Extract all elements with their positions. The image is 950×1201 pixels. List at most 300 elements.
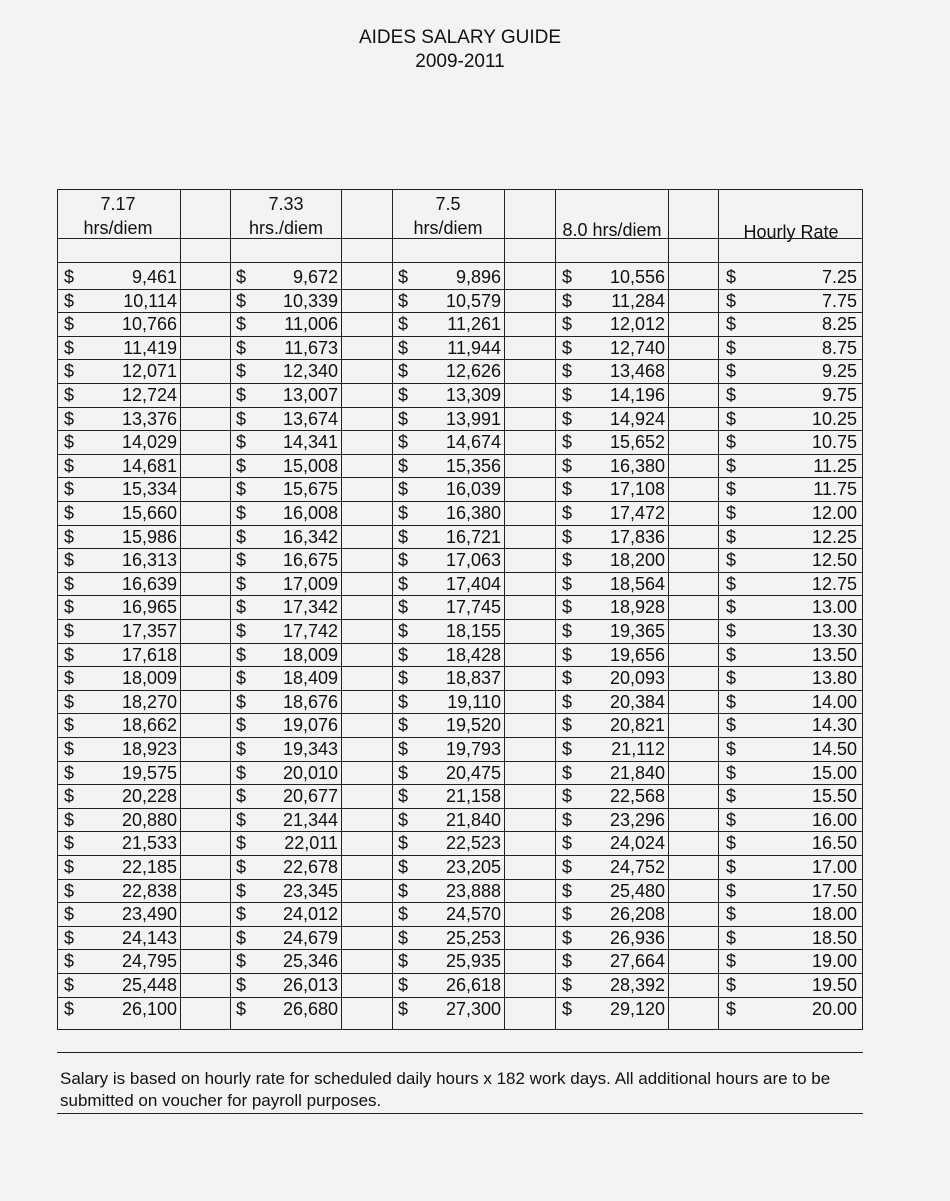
dollar-sign: $ — [398, 644, 409, 665]
dollar-sign: $ — [562, 809, 573, 830]
table-row — [58, 714, 862, 738]
salary-cell: 12,740 — [609, 337, 665, 358]
dollar-sign: $ — [726, 691, 737, 712]
dollar-sign: $ — [236, 290, 247, 311]
salary-cell: 12,071 — [121, 361, 177, 382]
dollar-sign: $ — [562, 786, 573, 807]
dollar-sign: $ — [64, 503, 75, 523]
dollar-sign: $ — [64, 408, 75, 429]
dollar-sign: $ — [236, 880, 247, 901]
hourly-rate-cell: 10.25 — [811, 408, 857, 429]
dollar-sign: $ — [398, 904, 409, 925]
salary-cell: 18,662 — [121, 715, 177, 736]
salary-cell: 20,228 — [121, 786, 177, 807]
dollar-sign: $ — [726, 267, 737, 287]
salary-cell: 18,837 — [445, 668, 501, 689]
salary-cell: 20,384 — [609, 691, 665, 712]
dollar-sign: $ — [726, 975, 737, 995]
dollar-sign: $ — [398, 361, 409, 382]
dollar-sign: $ — [64, 691, 75, 712]
dollar-sign: $ — [236, 479, 247, 500]
salary-cell: 10,339 — [282, 290, 338, 311]
hourly-rate-cell: 8.25 — [821, 314, 857, 335]
salary-cell: 16,313 — [121, 550, 177, 571]
table-row — [58, 691, 862, 715]
salary-cell: 25,346 — [282, 951, 338, 972]
dollar-sign: $ — [562, 432, 573, 453]
salary-cell: 28,392 — [609, 975, 665, 995]
dollar-sign: $ — [562, 904, 573, 925]
dollar-sign: $ — [726, 904, 737, 925]
salary-cell: 12,340 — [282, 361, 338, 382]
dollar-sign: $ — [64, 361, 75, 382]
dollar-sign: $ — [726, 455, 737, 476]
salary-cell: 18,409 — [282, 668, 338, 689]
dollar-sign: $ — [236, 833, 247, 854]
hourly-rate-cell: 9.25 — [821, 361, 857, 382]
dollar-sign: $ — [236, 267, 247, 287]
salary-cell: 15,986 — [121, 526, 177, 547]
dollar-sign: $ — [726, 927, 737, 948]
footer-rule-top — [57, 1052, 863, 1053]
dollar-sign: $ — [64, 715, 75, 736]
dollar-sign: $ — [562, 621, 573, 641]
hourly-rate-cell: 16.00 — [811, 809, 857, 830]
table-row — [58, 337, 862, 361]
dollar-sign: $ — [64, 762, 75, 783]
document-header — [0, 26, 920, 74]
table-row — [58, 478, 862, 502]
table-row — [58, 408, 862, 432]
dollar-sign: $ — [398, 597, 409, 618]
dollar-sign: $ — [562, 503, 573, 523]
table-row — [58, 526, 862, 550]
dollar-sign: $ — [398, 951, 409, 972]
dollar-sign: $ — [562, 597, 573, 618]
salary-cell: 17,618 — [121, 644, 177, 665]
table-row — [58, 998, 862, 1022]
hourly-rate-cell: 12.50 — [811, 550, 857, 571]
table-row — [58, 502, 862, 526]
hourly-rate-cell: 8.75 — [821, 337, 857, 358]
header-divider — [58, 238, 862, 239]
salary-cell: 14,681 — [121, 455, 177, 476]
hourly-rate-cell: 17.00 — [811, 857, 857, 877]
dollar-sign: $ — [64, 857, 75, 877]
dollar-sign: $ — [64, 786, 75, 807]
hourly-rate-cell: 14.00 — [811, 691, 857, 712]
dollar-sign: $ — [236, 314, 247, 335]
dollar-sign: $ — [726, 715, 737, 736]
salary-cell: 17,342 — [282, 597, 338, 618]
table-row — [58, 738, 862, 762]
salary-cell: 21,533 — [121, 833, 177, 854]
salary-cell: 21,158 — [445, 786, 501, 807]
salary-cell: 13,468 — [609, 361, 665, 382]
dollar-sign: $ — [64, 809, 75, 830]
salary-cell: 26,680 — [282, 998, 338, 1019]
dollar-sign: $ — [236, 786, 247, 807]
dollar-sign: $ — [236, 904, 247, 925]
dollar-sign: $ — [562, 998, 573, 1019]
hourly-rate-cell: 15.00 — [811, 762, 857, 783]
hourly-rate-cell: 20.00 — [811, 998, 857, 1019]
salary-cell: 26,100 — [121, 998, 177, 1019]
dollar-sign: $ — [398, 503, 409, 523]
salary-cell: 18,200 — [609, 550, 665, 571]
dollar-sign: $ — [398, 786, 409, 807]
salary-cell: 10,766 — [121, 314, 177, 335]
table-row — [58, 360, 862, 384]
hourly-rate-cell: 7.75 — [821, 290, 857, 311]
table-row — [58, 927, 862, 951]
hourly-rate-cell: 7.25 — [821, 267, 857, 287]
salary-cell: 27,300 — [445, 998, 501, 1019]
salary-cell: 14,341 — [282, 432, 338, 453]
salary-cell: 17,742 — [282, 621, 338, 641]
dollar-sign: $ — [64, 644, 75, 665]
dollar-sign: $ — [64, 455, 75, 476]
salary-cell: 17,009 — [282, 573, 338, 594]
salary-cell: 21,112 — [611, 739, 665, 759]
salary-cell: 13,309 — [445, 385, 501, 405]
hourly-rate-cell: 13.80 — [811, 668, 857, 689]
dollar-sign: $ — [726, 668, 737, 689]
salary-cell: 10,556 — [609, 267, 665, 287]
salary-cell: 12,724 — [121, 385, 177, 405]
dollar-sign: $ — [562, 715, 573, 736]
salary-cell: 13,376 — [121, 408, 177, 429]
hourly-rate-cell: 16.50 — [811, 833, 857, 854]
salary-cell: 16,039 — [445, 479, 501, 500]
dollar-sign: $ — [398, 880, 409, 901]
dollar-sign: $ — [64, 432, 75, 453]
table-row — [58, 620, 862, 644]
salary-cell: 16,965 — [121, 597, 177, 618]
dollar-sign: $ — [236, 455, 247, 476]
dollar-sign: $ — [64, 526, 75, 547]
salary-cell: 16,721 — [445, 526, 501, 547]
salary-cell: 11,284 — [611, 290, 665, 311]
dollar-sign: $ — [562, 975, 573, 995]
dollar-sign: $ — [726, 290, 737, 311]
dollar-sign: $ — [236, 668, 247, 689]
salary-cell: 18,928 — [609, 597, 665, 618]
dollar-sign: $ — [64, 621, 75, 641]
dollar-sign: $ — [726, 597, 737, 618]
dollar-sign: $ — [726, 503, 737, 523]
hourly-rate-cell: 13.50 — [811, 644, 857, 665]
salary-cell: 21,840 — [609, 762, 665, 783]
dollar-sign: $ — [562, 668, 573, 689]
hourly-rate-cell: 12.75 — [811, 573, 857, 594]
table-row — [58, 974, 862, 998]
salary-cell: 12,626 — [445, 361, 501, 382]
salary-cell: 18,009 — [282, 644, 338, 665]
dollar-sign: $ — [562, 951, 573, 972]
dollar-sign: $ — [726, 408, 737, 429]
dollar-sign: $ — [398, 927, 409, 948]
salary-cell: 22,568 — [609, 786, 665, 807]
dollar-sign: $ — [562, 739, 573, 759]
dollar-sign: $ — [398, 857, 409, 877]
dollar-sign: $ — [726, 644, 737, 665]
table-row — [58, 290, 862, 314]
hourly-rate-cell: 14.30 — [811, 715, 857, 736]
footnote: Salary is based on hourly rate for scheduled daily hours x 182 work days. All additional hours are to be submitted on voucher for payroll purposes. — [60, 1069, 831, 1110]
footer-rule-bottom — [57, 1113, 863, 1114]
dollar-sign: $ — [64, 951, 75, 972]
salary-cell: 14,029 — [121, 432, 177, 453]
salary-cell: 26,208 — [609, 904, 665, 925]
dollar-sign: $ — [562, 644, 573, 665]
salary-cell: 16,380 — [609, 455, 665, 476]
salary-cell: 16,675 — [282, 550, 338, 571]
salary-cell: 10,114 — [123, 290, 177, 311]
dollar-sign: $ — [64, 927, 75, 948]
dollar-sign: $ — [236, 691, 247, 712]
salary-cell: 23,490 — [121, 904, 177, 925]
salary-cell: 22,011 — [284, 833, 338, 854]
salary-cell: 13,991 — [445, 408, 501, 429]
salary-cell: 12,012 — [609, 314, 665, 335]
table-row — [58, 596, 862, 620]
table-row — [58, 266, 862, 290]
hourly-rate-cell: 14.50 — [811, 739, 857, 759]
dollar-sign: $ — [726, 479, 737, 500]
dollar-sign: $ — [64, 550, 75, 571]
salary-cell: 23,888 — [445, 880, 501, 901]
dollar-sign: $ — [398, 314, 409, 335]
dollar-sign: $ — [236, 762, 247, 783]
salary-cell: 11,261 — [447, 314, 501, 335]
salary-cell: 22,185 — [121, 857, 177, 877]
dollar-sign: $ — [398, 337, 409, 358]
salary-cell: 17,357 — [121, 621, 177, 641]
dollar-sign: $ — [398, 290, 409, 311]
table-row — [58, 549, 862, 573]
dollar-sign: $ — [726, 809, 737, 830]
salary-cell: 17,404 — [445, 573, 501, 594]
salary-cell: 19,520 — [445, 715, 501, 736]
dollar-sign: $ — [726, 526, 737, 547]
dollar-sign: $ — [726, 857, 737, 877]
dollar-sign: $ — [398, 975, 409, 995]
dollar-sign: $ — [236, 337, 247, 358]
salary-cell: 17,108 — [609, 479, 665, 500]
salary-cell: 20,677 — [282, 786, 338, 807]
document-title: AIDES SALARY GUIDE — [358, 27, 562, 48]
dollar-sign: $ — [726, 739, 737, 759]
salary-cell: 26,618 — [445, 975, 501, 995]
dollar-sign: $ — [398, 455, 409, 476]
dollar-sign: $ — [64, 597, 75, 618]
hourly-rate-cell: 15.50 — [811, 786, 857, 807]
dollar-sign: $ — [562, 408, 573, 429]
dollar-sign: $ — [398, 479, 409, 500]
dollar-sign: $ — [64, 880, 75, 901]
dollar-sign: $ — [726, 361, 737, 382]
dollar-sign: $ — [64, 668, 75, 689]
hourly-rate-cell: 19.50 — [811, 975, 857, 995]
salary-cell: 17,836 — [609, 526, 665, 547]
dollar-sign: $ — [64, 479, 75, 500]
salary-cell: 15,652 — [609, 432, 665, 453]
dollar-sign: $ — [726, 762, 737, 783]
salary-cell: 20,475 — [445, 762, 501, 783]
hourly-rate-cell: 12.25 — [811, 526, 857, 547]
table-row — [58, 762, 862, 786]
salary-cell: 14,924 — [609, 408, 665, 429]
salary-cell: 15,334 — [121, 479, 177, 500]
salary-cell: 10,579 — [445, 290, 501, 311]
salary-cell: 25,448 — [121, 975, 177, 995]
salary-cell: 15,675 — [282, 479, 338, 500]
dollar-sign: $ — [398, 573, 409, 594]
dollar-sign: $ — [64, 833, 75, 854]
salary-cell: 22,838 — [121, 880, 177, 901]
document-subtitle: 2009-2011 — [415, 51, 505, 72]
dollar-sign: $ — [398, 621, 409, 641]
dollar-sign: $ — [64, 314, 75, 335]
salary-cell: 17,745 — [445, 597, 501, 618]
salary-cell: 24,012 — [282, 904, 338, 925]
dollar-sign: $ — [726, 573, 737, 594]
dollar-sign: $ — [398, 809, 409, 830]
salary-cell: 27,664 — [609, 951, 665, 972]
hourly-rate-cell: 9.75 — [821, 385, 857, 405]
hourly-rate-cell: 12.00 — [811, 503, 857, 523]
dollar-sign: $ — [398, 526, 409, 547]
dollar-sign: $ — [562, 573, 573, 594]
dollar-sign: $ — [236, 857, 247, 877]
table-row — [58, 809, 862, 833]
salary-cell: 29,120 — [609, 998, 665, 1019]
dollar-sign: $ — [64, 385, 75, 405]
salary-cell: 11,944 — [447, 337, 501, 358]
dollar-sign: $ — [236, 951, 247, 972]
dollar-sign: $ — [64, 904, 75, 925]
salary-cell: 16,342 — [282, 526, 338, 547]
salary-cell: 26,013 — [282, 975, 338, 995]
dollar-sign: $ — [236, 621, 247, 641]
dollar-sign: $ — [236, 408, 247, 429]
dollar-sign: $ — [398, 385, 409, 405]
dollar-sign: $ — [562, 267, 573, 287]
hourly-rate-cell: 11.75 — [813, 479, 857, 500]
salary-cell: 24,679 — [282, 927, 338, 948]
hourly-rate-cell: 11.25 — [813, 455, 857, 476]
dollar-sign: $ — [236, 597, 247, 618]
salary-cell: 11,006 — [284, 314, 338, 335]
salary-cell: 15,356 — [445, 455, 501, 476]
dollar-sign: $ — [562, 762, 573, 783]
dollar-sign: $ — [398, 762, 409, 783]
salary-cell: 25,253 — [445, 927, 501, 948]
salary-cell: 23,296 — [609, 809, 665, 830]
hourly-rate-cell: 18.00 — [811, 904, 857, 925]
dollar-sign: $ — [398, 668, 409, 689]
table-row — [58, 832, 862, 856]
salary-cell: 24,795 — [121, 951, 177, 972]
salary-cell: 21,840 — [445, 809, 501, 830]
dollar-sign: $ — [562, 337, 573, 358]
col-header-8-0: 8.0 hrs/diem — [562, 220, 662, 240]
dollar-sign: $ — [236, 573, 247, 594]
dollar-sign: $ — [726, 337, 737, 358]
salary-cell: 18,428 — [445, 644, 501, 665]
salary-cell: 23,345 — [282, 880, 338, 901]
hourly-rate-cell: 13.30 — [811, 621, 857, 641]
salary-cell: 19,076 — [282, 715, 338, 736]
dollar-sign: $ — [726, 550, 737, 571]
hourly-rate-cell: 18.50 — [811, 927, 857, 948]
dollar-sign: $ — [562, 455, 573, 476]
salary-cell: 11,673 — [284, 337, 338, 358]
salary-cell: 13,007 — [282, 385, 338, 405]
salary-cell: 16,380 — [445, 503, 501, 523]
dollar-sign: $ — [726, 880, 737, 901]
dollar-sign: $ — [726, 432, 737, 453]
hourly-rate-cell: 10.75 — [811, 432, 857, 453]
salary-cell: 19,365 — [609, 621, 665, 641]
hourly-rate-cell: 19.00 — [811, 951, 857, 972]
dollar-sign: $ — [562, 691, 573, 712]
salary-cell: 18,270 — [121, 691, 177, 712]
dollar-sign: $ — [236, 644, 247, 665]
col-header-hourly-rate: Hourly Rate — [743, 222, 839, 242]
salary-cell: 23,205 — [445, 857, 501, 877]
dollar-sign: $ — [398, 267, 409, 287]
dollar-sign: $ — [562, 833, 573, 854]
dollar-sign: $ — [562, 314, 573, 335]
dollar-sign: $ — [562, 385, 573, 405]
dollar-sign: $ — [726, 621, 737, 641]
table-row — [58, 950, 862, 974]
salary-cell: 20,010 — [282, 762, 338, 783]
dollar-sign: $ — [398, 715, 409, 736]
salary-cell: 17,472 — [609, 503, 665, 523]
dollar-sign: $ — [398, 550, 409, 571]
salary-cell: 15,660 — [121, 503, 177, 523]
salary-cell: 15,008 — [282, 455, 338, 476]
dollar-sign: $ — [562, 526, 573, 547]
salary-cell: 24,752 — [609, 857, 665, 877]
salary-cell: 26,936 — [609, 927, 665, 948]
dollar-sign: $ — [64, 739, 75, 759]
dollar-sign: $ — [726, 998, 737, 1019]
dollar-sign: $ — [64, 337, 75, 358]
salary-cell: 20,880 — [121, 809, 177, 830]
dollar-sign: $ — [726, 951, 737, 972]
salary-cell: 11,419 — [123, 337, 177, 358]
dollar-sign: $ — [398, 432, 409, 453]
dollar-sign: $ — [236, 715, 247, 736]
salary-cell: 18,923 — [121, 739, 177, 759]
table-row — [58, 431, 862, 455]
dollar-sign: $ — [236, 526, 247, 547]
dollar-sign: $ — [398, 739, 409, 759]
dollar-sign: $ — [64, 573, 75, 594]
salary-cell: 9,672 — [292, 267, 338, 287]
dollar-sign: $ — [562, 479, 573, 500]
table-row — [58, 384, 862, 408]
salary-cell: 18,155 — [445, 621, 501, 641]
dollar-sign: $ — [562, 361, 573, 382]
hourly-rate-cell: 13.00 — [811, 597, 857, 618]
table-row — [58, 880, 862, 904]
salary-cell: 19,793 — [445, 739, 501, 759]
